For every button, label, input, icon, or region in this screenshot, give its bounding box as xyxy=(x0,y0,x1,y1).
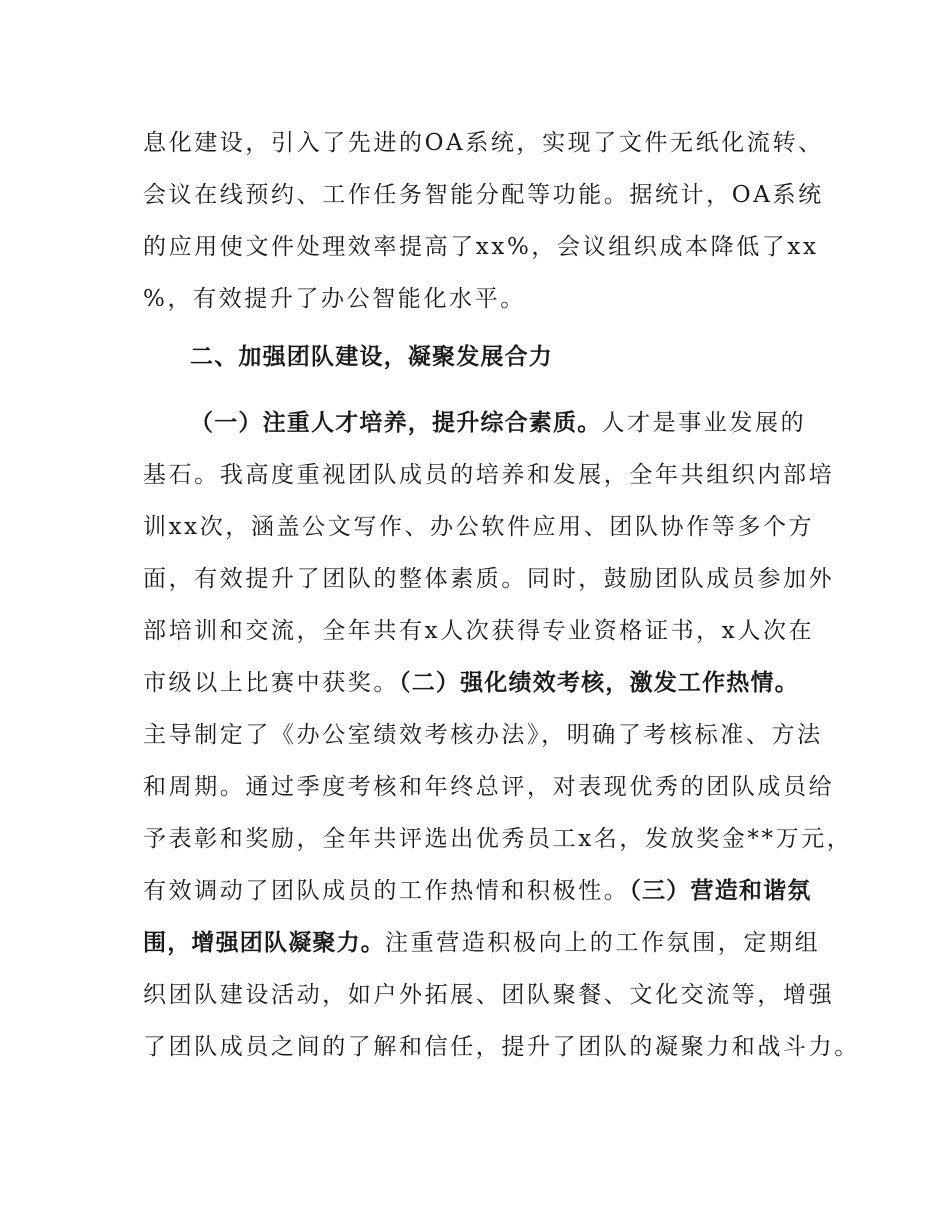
paragraph-line: 会议在线预约、工作任务智能分配等功能。据统计，OA系统 xyxy=(143,182,824,208)
section-heading: 二、加强团队建设，凝聚发展合力 xyxy=(190,344,553,370)
paragraph-line: 基石。我高度重视团队成员的培养和发展，全年共组织内部培 xyxy=(143,462,835,488)
paragraph-text: 注重营造积极向上的工作氛围，定期组 xyxy=(385,930,821,956)
subheading-inline: （三）营造和谐氛 xyxy=(629,878,812,904)
paragraph-line: 予表彰和奖励，全年共评选出优秀员工x名，发放奖金**万元， xyxy=(143,826,853,852)
paragraph-line: 织团队建设活动，如户外拓展、团队聚餐、文化交流等，增强 xyxy=(143,982,835,1008)
paragraph-line: 了团队成员之间的了解和信任，提升了团队的凝聚力和战斗力。 xyxy=(143,1034,860,1060)
paragraph-line: 主导制定了《办公室绩效考核办法》，明确了考核标准、方法 xyxy=(143,722,823,748)
paragraph-line: 和周期。通过季度考核和年终总评，对表现优秀的团队成员给 xyxy=(143,774,835,800)
paragraph-line: %，有效提升了办公智能化水平。 xyxy=(143,286,526,312)
subheading-inline: （一）注重人才培养，提升综合素质。 xyxy=(190,410,602,436)
paragraph-line xyxy=(190,408,806,438)
subheading-inline: 围，增强团队凝聚力。 xyxy=(143,930,385,956)
paragraph-line: 部培训和交流，全年共有x人次获得专业资格证书，x人次在 xyxy=(143,618,815,644)
paragraph-line: 息化建设，引入了先进的OA系统，实现了文件无纸化流转、 xyxy=(143,130,824,156)
paragraph-line: 训xx次，涵盖公文写作、办公软件应用、团队协作等多个方 xyxy=(143,514,815,540)
paragraph-text: 有效调动了团队成员的工作热情和积极性。 xyxy=(143,878,630,904)
paragraph-line: 面，有效提升了团队的整体素质。同时，鼓励团队成员参加外 xyxy=(143,566,835,592)
paragraph-line xyxy=(143,928,820,958)
paragraph-text: 人才是事业发展的 xyxy=(601,410,807,436)
paragraph-line xyxy=(143,668,799,698)
paragraph-line xyxy=(143,876,812,906)
paragraph-line: 的应用使文件处理效率提高了xx%，会议组织成本降低了xx xyxy=(143,234,819,260)
subheading-inline: （二）强化绩效考核，激发工作热情。 xyxy=(399,670,799,696)
paragraph-text: 市级以上比赛中获奖。 xyxy=(143,670,399,696)
